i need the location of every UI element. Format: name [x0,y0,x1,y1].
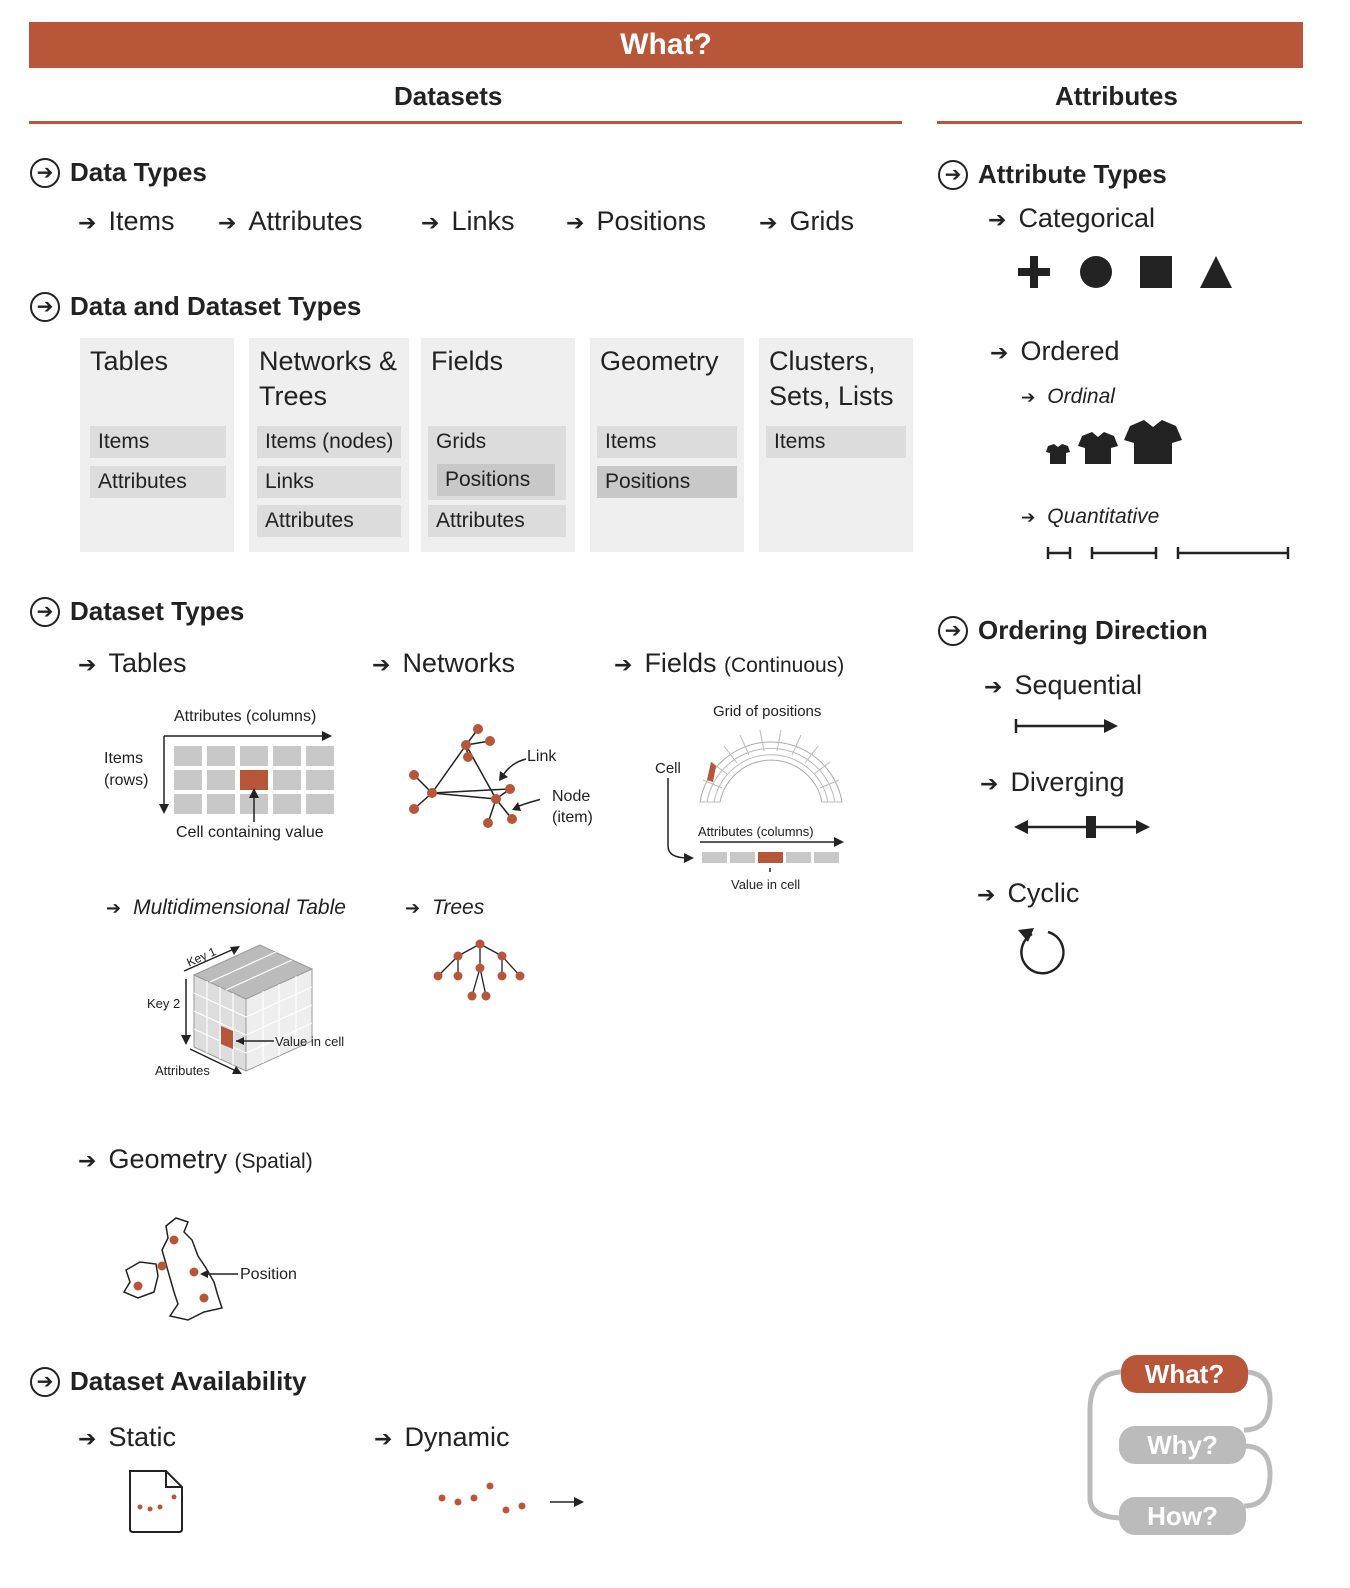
label-node: Node [552,788,591,805]
dataset-type-geometry: ➔ Geometry (Spatial) [78,1144,313,1174]
order-sequential: ➔ Sequential [984,670,1143,700]
diverging-arrow-icon [1012,814,1152,840]
box-title: Geometry [600,346,719,376]
network-diagram [400,715,540,840]
label-items: Items [104,750,144,767]
trees-label: ➔ Trees [405,896,485,919]
arrow-icon: ➔ [421,210,440,235]
chip: Positions [597,466,737,498]
map-diagram [118,1212,238,1324]
circle-arrow-icon: ➔ [30,597,60,627]
box-tables [80,338,234,552]
chip: Items [597,426,737,458]
arrow-icon: ➔ [980,771,999,796]
availability-dynamic: ➔ Dynamic [374,1422,510,1452]
label-rows: (rows) [104,772,149,789]
circle-icon [1080,256,1112,288]
dataset-type-networks: ➔ Networks [372,648,515,678]
nav-what-button[interactable]: What? [1121,1355,1248,1393]
cyclic-arrow-icon [1012,924,1068,980]
data-type-positions: ➔ Positions [566,206,706,236]
availability-static: ➔ Static [78,1422,176,1452]
tree-diagram [430,936,530,1006]
chip: Links [257,466,401,498]
arrow-icon: ➔ [372,652,391,677]
chip: Grids [428,426,566,500]
arrow-icon: ➔ [218,210,237,235]
box-title: Clusters, Sets, Lists [769,346,894,411]
circle-arrow-icon: ➔ [938,160,968,190]
plus-icon [1018,256,1050,288]
arrow-icon: ➔ [977,882,996,907]
section-dataset-availability: ➔ Dataset Availability [30,1366,307,1397]
banner-title: What? [29,22,1303,68]
arrow-icon: ➔ [759,210,778,235]
label-attr-columns: Attributes (columns) [174,708,317,725]
attr-ordinal: ➔ Ordinal [1021,385,1115,408]
triangle-icon [1200,256,1232,288]
chip: Attributes [90,466,226,498]
attr-categorical: ➔ Categorical [988,203,1156,233]
box-title: Fields [431,346,504,376]
categorical-shapes [1016,254,1240,290]
arrow-icon: ➔ [614,652,633,677]
attr-quantitative: ➔ Quantitative [1021,505,1160,528]
label-value-in-cell-cube: Value in cell [275,1034,345,1049]
arrow-icon: ➔ [78,652,97,677]
sequential-arrow-icon [1012,716,1122,736]
dynamic-stream-icon [432,1478,592,1518]
attr-ordered: ➔ Ordered [990,336,1120,366]
section-ordering-direction: ➔ Ordering Direction [938,615,1208,646]
chip: Attributes [428,505,566,537]
label-link: Link [527,748,557,765]
data-type-grids: ➔ Grids [759,206,854,236]
nav-why-button[interactable]: Why? [1119,1426,1246,1464]
dataset-type-fields: ➔ Fields (Continuous) [614,648,845,678]
label-attr-columns-fields: Attributes (columns) [698,824,814,839]
circle-arrow-icon: ➔ [30,292,60,322]
box-clusters [759,338,913,552]
arrow-icon: ➔ [78,1148,97,1173]
label-key2: Key 2 [147,996,181,1011]
box-networks-trees [249,338,409,552]
data-type-attributes: ➔ Attributes [218,206,363,236]
arrow-icon: ➔ [990,340,1009,365]
chip: Items [90,426,226,458]
arrow-icon: ➔ [988,207,1007,232]
chip: Items (nodes) [257,426,401,458]
box-fields [421,338,575,552]
ordinal-shirts-icon [1040,418,1186,468]
multidim-label: ➔ Multidimensional Table [106,896,346,919]
arrow-icon: ➔ [566,210,585,235]
section-dataset-types: ➔ Dataset Types [30,596,244,627]
label-grid-positions: Grid of positions [713,703,822,720]
section-data-dataset-types: ➔ Data and Dataset Types [30,291,361,322]
chip: Attributes [257,505,401,537]
arrow-icon: ➔ [78,210,97,235]
section-attribute-types: ➔ Attribute Types [938,159,1167,190]
box-title: Networks & Trees [259,346,398,411]
label-node-item: (item) [552,809,593,826]
circle-arrow-icon: ➔ [30,158,60,188]
arrow-icon: ➔ [1021,388,1036,407]
chip: Positions [437,464,555,496]
arrow-icon: ➔ [405,898,421,918]
label-value-in-cell: Value in cell [731,877,801,892]
order-diverging: ➔ Diverging [980,767,1125,797]
arrow-icon: ➔ [106,898,122,918]
attributes-rule [937,121,1302,124]
datasets-rule [29,121,902,124]
arrow-icon: ➔ [374,1426,393,1451]
label-cell: Cell [655,760,681,777]
box-title: Tables [90,346,169,376]
data-type-items: ➔ Items [78,206,175,236]
label-attributes-small: Attributes [155,1063,210,1078]
chip: Items [766,426,906,458]
circle-arrow-icon: ➔ [938,616,968,646]
static-file-icon [126,1467,186,1535]
box-geometry [590,338,744,552]
attributes-heading: Attributes [1055,81,1178,111]
arrow-icon: ➔ [1021,508,1036,527]
datasets-heading: Datasets [394,81,503,111]
label-key1: Key 1 [184,944,219,970]
fields-diagram [660,722,860,872]
circle-arrow-icon: ➔ [30,1367,60,1397]
data-type-links: ➔ Links [421,206,515,236]
dataset-type-tables: ➔ Tables [78,648,187,678]
label-position: Position [240,1266,297,1283]
section-data-types: ➔ Data Types [30,157,207,188]
square-icon [1140,256,1172,288]
order-cyclic: ➔ Cyclic [977,878,1080,908]
arrow-icon: ➔ [78,1426,97,1451]
label-cell-value: Cell containing value [176,824,324,841]
arrow-icon: ➔ [984,674,1003,699]
nav-how-button[interactable]: How? [1119,1497,1246,1535]
quantitative-bars-icon [1046,544,1294,562]
